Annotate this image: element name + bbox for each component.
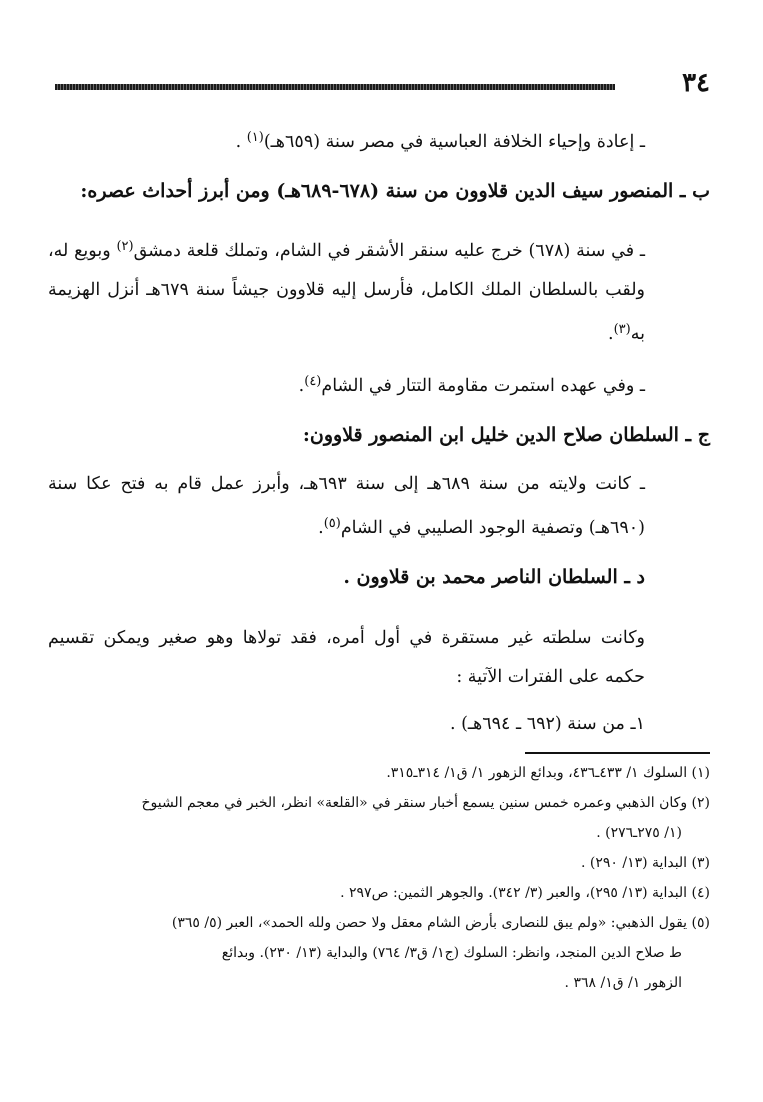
main-text [48, 118, 710, 744]
header-rule [55, 84, 615, 90]
heading-nasir-muhammad: د ـ السلطان الناصر محمد بن قلاوون . [343, 566, 645, 588]
footnote-2: (٢) وكان الذهبي وعمره خمس سنين يسمع أخبار سنقر في «القلعة» انظر، الخبر في معجم الشيوخ [141, 795, 710, 811]
heading-mansur-qalawun: ب ـ المنصور سيف الدين قلاوون من سنة (٦٧٨-٦٨٩هـ) ومن أبرز أحداث عصره: [80, 180, 710, 202]
paragraph-reign-periods: وكانت سلطته غير مستقرة في أول أمره، فقد تولاها وهو صغير ويمكن تقسيم حكمه على الفترات الآتية : [48, 628, 645, 687]
paragraph-text: ـ في سنة (٦٧٨) خرج عليه سنقر الأشقر في الشام، وتملك قلعة دمشق [133, 241, 646, 261]
page-number: ٣٤ [682, 68, 710, 98]
paragraph-end: . [608, 324, 614, 344]
footnote-4: (٤) البداية (١٣/ ٢٩٥)، والعبر (٣/ ٣٤٢). والجوهر الثمين: ص٢٩٧ . [340, 885, 710, 901]
paragraph-period-1: ١ـ من سنة (٦٩٢ ـ ٦٩٤هـ) . [449, 714, 645, 734]
paragraph-text: ـ وفي عهده استمرت مقاومة التتار في الشام [321, 376, 645, 396]
paragraph-caliphate [48, 118, 710, 162]
paragraph-end: . [298, 376, 305, 396]
footnote-1: (١) السلوك ١/ ٤٣٣ـ٤٣٦، وبدائع الزهور ١/ ق١/ ٣١٤ـ٣١٥. [386, 765, 710, 781]
footnote-ref-1: (١) [246, 130, 264, 145]
paragraph-text: ـ كانت ولايته من سنة ٦٨٩هـ إلى سنة ٦٩٣هـ، وأبرز عمل قام به فتح عكا سنة (٦٩٠هـ) وتصفية الوجود الصليبي في الشام [48, 474, 645, 538]
footnote-separator [525, 752, 710, 754]
footnote-ref-5: (٥) [323, 516, 341, 531]
paragraph-tatars [48, 362, 710, 406]
paragraph-end: . [235, 132, 247, 152]
footnote-5: (٥) يقول الذهبي: «ولم يبق للنصارى بأرض الشام معقل ولا حصن ولله الحمد»، العبر (٥/ ٣٦٥) [171, 915, 710, 931]
footnote-5-cont-2: الزهور ١/ ق١/ ٣٦٨ . [564, 975, 682, 991]
paragraph-text: ـ إعادة وإحياء الخلافة العباسية في مصر سنة (٦٥٩هـ) [263, 132, 645, 152]
paragraph-sunqur [48, 227, 710, 354]
footnote-ref-2: (٢) [116, 239, 134, 254]
footnote-ref-4: (٤) [304, 374, 322, 389]
footnote-2-cont: (١/ ٢٧٥ـ٢٧٦) . [596, 825, 682, 841]
heading-khalil: ج ـ السلطان صلاح الدين خليل ابن المنصور قلاوون: [302, 424, 710, 446]
footnote-5-cont: ط صلاح الدين المنجد، وانظر: السلوك (ج١/ ق٣/ ٧٦٤) والبداية (١٣/ ٢٣٠). وبدائع [221, 945, 682, 961]
footnote-3: (٣) البداية (١٣/ ٢٩٠) . [580, 855, 710, 871]
page-header [55, 68, 710, 98]
paragraph-acre [48, 465, 710, 548]
paragraph-text-cont: وبويع له، ولقب بالسلطان الملك الكامل، فأرسل إليه قلاوون جيشاً سنة ٦٧٩هـ أنزل الهزيمة به [48, 241, 645, 344]
footnotes [44, 758, 710, 998]
paragraph-end: . [318, 518, 324, 538]
footnote-ref-3: (٣) [613, 322, 631, 337]
